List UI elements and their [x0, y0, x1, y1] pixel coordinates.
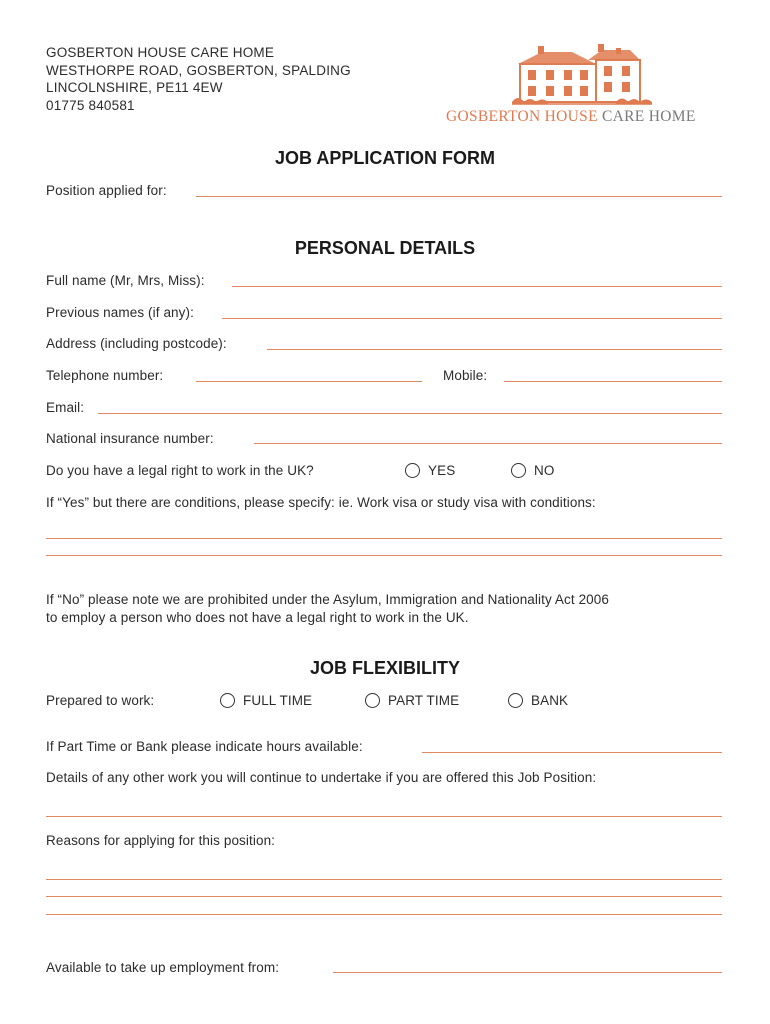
right-to-work-note — [46, 591, 609, 627]
email-label: Email: — [46, 400, 85, 415]
mobile-label: Mobile: — [443, 368, 488, 383]
logo-text-secondary: CARE HOME — [602, 108, 696, 125]
position-label: Position applied for: — [46, 183, 167, 198]
right-to-work-no-radio[interactable] — [511, 463, 526, 478]
right-to-work-label: Do you have a legal right to work in the UK? — [46, 463, 314, 478]
address-line-county: LINCOLNSHIRE, PE11 4EW — [46, 80, 223, 95]
right-to-work-note-line-1: If “No” please note we are prohibited under the Asylum, Immigration and Nationality Act 2006 — [46, 592, 610, 607]
reasons-field-line-1[interactable] — [46, 879, 722, 880]
right-to-work-no-label: NO — [534, 463, 555, 478]
right-to-work-note-line-2: to employ a person who does not have a legal right to work in the UK. — [46, 610, 469, 625]
personal-details-heading: PERSONAL DETAILS — [294, 238, 476, 258]
available-from-field[interactable] — [333, 972, 722, 973]
right-to-work-yes-radio[interactable] — [405, 463, 420, 478]
previous-names-field[interactable] — [222, 318, 722, 319]
address-line-street: WESTHORPE ROAD, GOSBERTON, SPALDING — [46, 62, 351, 78]
hours-available-field[interactable] — [422, 752, 722, 753]
mobile-field[interactable] — [504, 381, 722, 382]
reasons-field-line-3[interactable] — [46, 914, 722, 915]
other-work-label: Details of any other work you will continue to undertake if you are offered this Job Position: — [46, 770, 597, 785]
bank-label: BANK — [531, 693, 569, 708]
full-time-radio[interactable] — [220, 693, 235, 708]
telephone-field[interactable] — [196, 381, 422, 382]
address-line-name: GOSBERTON HOUSE CARE HOME — [46, 45, 275, 60]
form-title: JOB APPLICATION FORM — [275, 148, 495, 168]
address-label: Address (including postcode): — [46, 336, 227, 351]
reasons-field-line-2[interactable] — [46, 896, 722, 897]
full-name-field[interactable] — [232, 286, 722, 287]
reasons-label: Reasons for applying for this position: — [46, 833, 276, 848]
conditions-field-line-2[interactable] — [46, 555, 722, 556]
logo-text-primary: GOSBERTON HOUSE — [446, 108, 598, 125]
address-field[interactable] — [267, 349, 722, 350]
part-time-radio[interactable] — [365, 693, 380, 708]
ni-number-field[interactable] — [254, 443, 722, 444]
hours-available-label: If Part Time or Bank please indicate hours available: — [46, 739, 363, 754]
house-logo-icon — [512, 42, 652, 106]
address-line-phone: 01775 840581 — [46, 97, 135, 113]
conditions-field-line-1[interactable] — [46, 538, 722, 539]
bank-radio[interactable] — [508, 693, 523, 708]
telephone-label: Telephone number: — [46, 368, 164, 383]
ni-number-label: National insurance number: — [46, 431, 214, 446]
other-work-field[interactable] — [46, 816, 722, 817]
previous-names-label: Previous names (if any): — [46, 305, 194, 320]
care-home-address — [46, 44, 351, 114]
part-time-label: PART TIME — [388, 693, 460, 708]
conditions-label: If “Yes” but there are conditions, please specify: ie. Work visa or study visa with conditions: — [46, 495, 596, 510]
full-name-label: Full name (Mr, Mrs, Miss): — [46, 273, 205, 288]
available-from-label: Available to take up employment from: — [46, 960, 280, 975]
position-field[interactable] — [196, 196, 722, 197]
prepared-to-work-label: Prepared to work: — [46, 693, 155, 708]
right-to-work-yes-label: YES — [428, 463, 456, 478]
email-field[interactable] — [98, 413, 722, 414]
full-time-label: FULL TIME — [243, 693, 313, 708]
logo-wordmark — [446, 108, 696, 126]
job-flexibility-heading: JOB FLEXIBILITY — [309, 658, 460, 678]
